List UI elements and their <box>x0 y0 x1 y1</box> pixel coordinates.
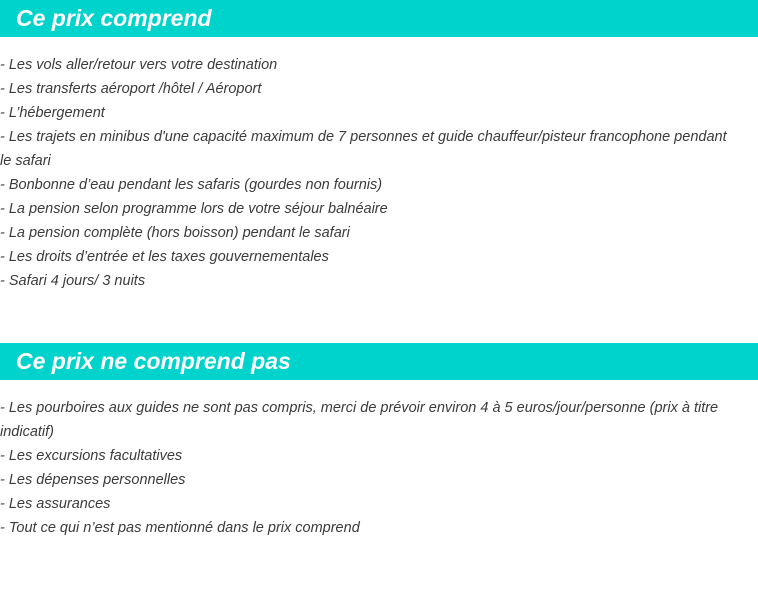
list-item: - La pension selon programme lors de votre séjour balnéaire <box>0 201 388 217</box>
included-section-title: Ce prix comprend <box>16 5 212 31</box>
list-item: - Les excursions facultatives <box>0 448 183 464</box>
list-item: - Les trajets en minibus d'une capacité maximum de 7 personnes et guide chauffeur/pisteur francophone pendant le safari <box>0 129 727 169</box>
list-item: - L’hébergement <box>0 105 105 121</box>
excluded-items-list <box>0 396 740 540</box>
included-section-header <box>0 0 758 37</box>
list-item: - Safari 4 jours/ 3 nuits <box>0 273 146 289</box>
list-item: - Les vols aller/retour vers votre destination <box>0 57 278 73</box>
list-item: - Les transferts aéroport /hôtel / Aéroport <box>0 81 262 97</box>
list-item: - Les assurances <box>0 496 111 512</box>
list-item: - Bonbonne d’eau pendant les safaris (gourdes non fournis) <box>0 177 383 193</box>
list-item: - Les pourboires aux guides ne sont pas compris, merci de prévoir environ 4 à 5 euros/jour/personne (prix à titre indicatif) <box>0 400 719 440</box>
excluded-section-header <box>0 343 758 380</box>
included-items-list <box>0 53 740 293</box>
excluded-section-title: Ce prix ne comprend pas <box>16 348 291 374</box>
list-item: - Les dépenses personnelles <box>0 472 186 488</box>
list-item: - La pension complète (hors boisson) pendant le safari <box>0 225 350 241</box>
list-item: - Tout ce qui n’est pas mentionné dans le prix comprend <box>0 520 360 536</box>
list-item: - Les droits d’entrée et les taxes gouvernementales <box>0 249 329 265</box>
